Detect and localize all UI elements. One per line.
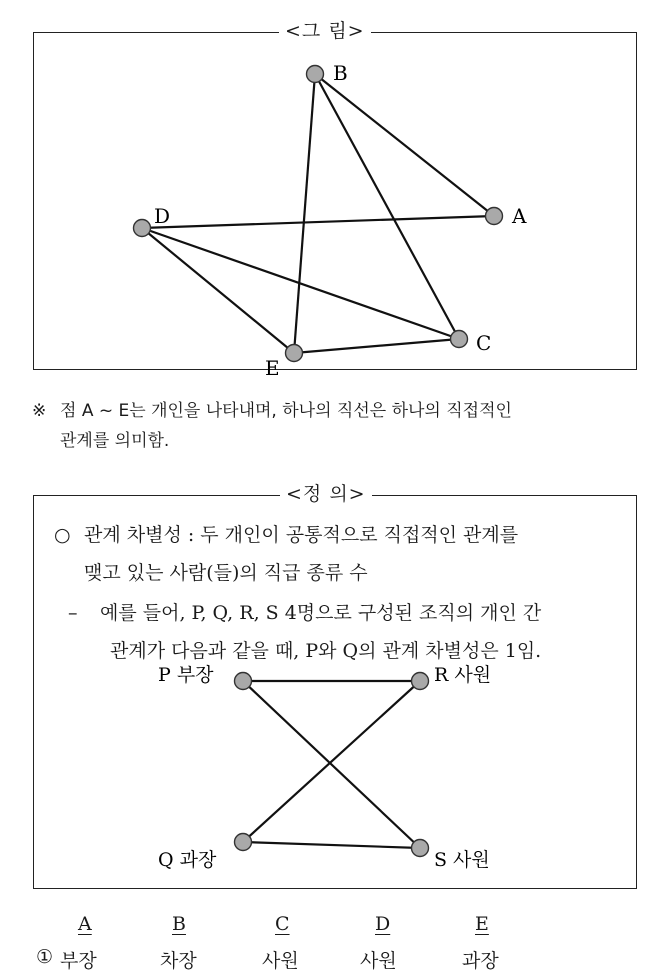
answer-option-1-num[interactable]: ①	[36, 946, 54, 968]
definition-line-2: 맺고 있는 사람(들)의 직급 종류 수	[84, 562, 368, 584]
edge-b-e	[294, 74, 315, 353]
node-d	[134, 220, 151, 237]
definition-line-1: 관계 차별성 : 두 개인이 공통적으로 직접적인 관계를	[84, 524, 519, 546]
node-label-e: E	[265, 356, 280, 380]
answer-option-1-b: 차장	[160, 950, 197, 972]
node-b	[307, 66, 324, 83]
edge-b-c	[315, 74, 459, 339]
example-label-r: R 사원	[434, 664, 492, 686]
definition-line-4: 관계가 다음과 같을 때, P와 Q의 관계 차별성은 1임.	[110, 640, 542, 662]
answer-header-d: D	[375, 913, 391, 935]
answer-option-1-a: 부장	[60, 950, 97, 972]
answer-option-1-e: 과장	[462, 950, 499, 972]
node-e	[286, 345, 303, 362]
answer-option-1-d: 사원	[360, 950, 397, 972]
answer-header-b: B	[172, 913, 186, 935]
node-label-a: A	[512, 204, 527, 228]
edge-e-c	[294, 339, 459, 353]
answer-header-e: E	[475, 913, 489, 935]
definition-line-3: 예를 들어, P, Q, R, S 4명으로 구성된 조직의 개인 간	[100, 602, 542, 624]
note-line-2: 관계를 의미함.	[60, 431, 170, 451]
answer-header-a: A	[78, 913, 92, 935]
example-label-p: P 부장	[158, 664, 214, 686]
edge-b-a	[315, 74, 494, 216]
edge-d-a	[142, 216, 494, 228]
node-label-c: C	[476, 331, 492, 355]
node-a	[486, 208, 503, 225]
figure-note	[32, 396, 642, 456]
node-label-b: B	[333, 61, 348, 85]
edge-d-c	[142, 228, 459, 339]
example-label-q: Q 과장	[158, 849, 217, 871]
node-c	[451, 331, 468, 348]
answer-option-1-c: 사원	[262, 950, 299, 972]
definition-title: <정 의>	[280, 483, 372, 505]
definition-dash: –	[68, 602, 78, 624]
node-label-d: D	[154, 204, 171, 228]
note-mark: ※	[32, 401, 47, 421]
example-label-s: S 사원	[434, 849, 490, 871]
note-line-1: 점 A ~ E는 개인을 나타내며, 하나의 직선은 하나의 직접적인	[60, 401, 512, 421]
answer-header-c: C	[275, 913, 290, 935]
definition-bullet: ○	[54, 524, 71, 546]
figure-title: <그 림>	[279, 20, 371, 42]
edge-d-e	[142, 228, 294, 353]
